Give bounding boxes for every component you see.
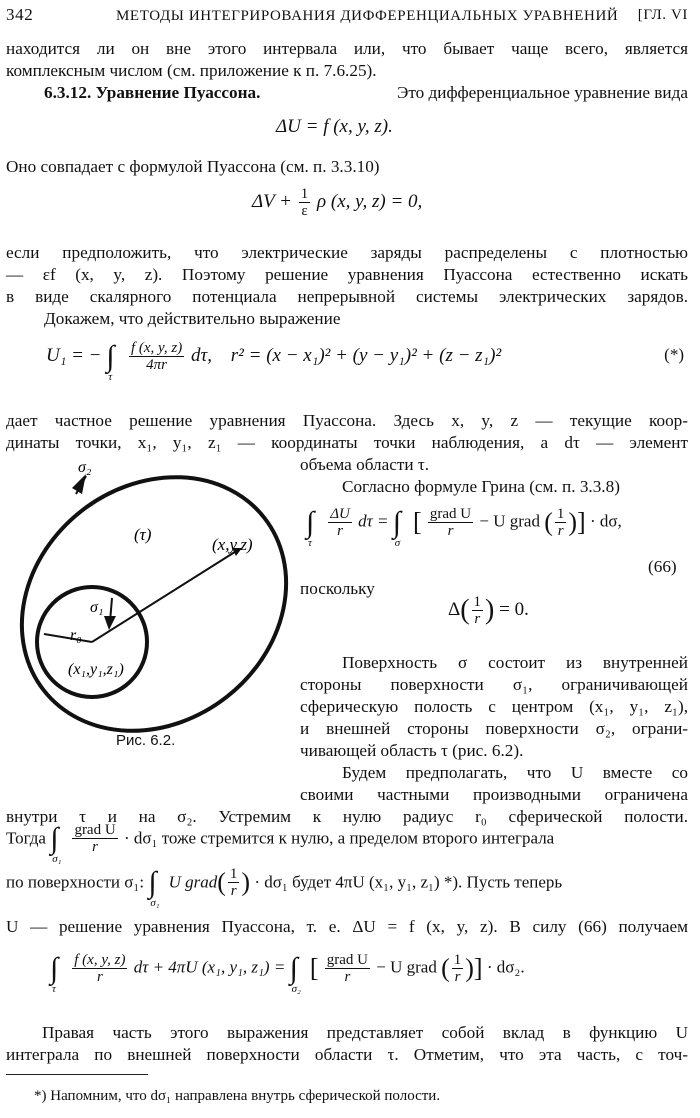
equation-text: r² = (x − x₁)² + (y − y₁)² + (z − z₁)² (230, 344, 502, 366)
fraction (129, 340, 184, 373)
equation-text: − U grad (479, 511, 540, 531)
label-sigma1: σ₁ (90, 599, 104, 616)
denominator: r (337, 523, 343, 539)
running-header (6, 4, 688, 26)
text-line: и внешней стороны поверхности σ₂, ограни- (300, 719, 688, 738)
text-line: своими частными производными ограничена (300, 785, 688, 804)
numerator: 1 (229, 866, 238, 882)
denominator: r (454, 969, 461, 985)
figure-caption: Рис. 6.2. (116, 732, 176, 749)
text-line: поскольку (300, 579, 375, 598)
equation-result: ∫ τ $\frac{f (x, y, z)}{r}$ dτ + 4πU (x₁, y₁, z₁) = ∫ σ₂ [ $\frac{\text{grad U}}{r}$ − U grad ( $\frac{1}{r}$ )] · dσ₂. (50, 951, 525, 995)
fraction (555, 506, 567, 539)
text-line: Согласно формуле Грина (см. п. 3.3.8) (342, 477, 620, 496)
fraction (299, 186, 311, 219)
integral-sign: ∫ τ (50, 951, 59, 995)
text-line: — εf (x, y, z). Поэтому решение уравнения Пуассона естественно искать (6, 265, 688, 284)
text-line: Поверхность σ состоит из внутренней (342, 653, 688, 672)
fraction (452, 952, 464, 985)
denominator: r (447, 523, 454, 539)
integral-domain: σ₁ (52, 852, 62, 865)
running-title: МЕТОДЫ ИНТЕГРИРОВАНИЯ ДИФФЕРЕНЦИАЛЬНЫХ УРАВНЕНИЙ (116, 8, 619, 24)
fraction (328, 506, 352, 539)
numerator: 1 (300, 186, 309, 202)
integral-domain: σ₂ (291, 982, 301, 995)
equation-text: · dσ₂. (486, 957, 525, 977)
text-line: Правая часть этого выражения представляет собой вклад в функцию U (42, 1023, 688, 1042)
integral-sign: ∫ σ₁ (50, 821, 62, 865)
label-sigma2: σ₂ (78, 464, 92, 476)
text-line-with-integral: по поверхности σ₁: ∫ σ₁ U grad( $\frac{1}{r}$ ) · dσ₁ будет 4πU (x₁, y₁, z₁) *). Пусть теперь (6, 865, 563, 909)
fraction (325, 952, 370, 985)
label-center: (x₁,y₁,z₁) (68, 661, 124, 678)
equation-poisson-formula (252, 186, 422, 219)
equation-laplace: Δ( $\frac{1}{r}$ ) = 0. (448, 594, 529, 627)
equation-poisson (276, 116, 393, 138)
denominator: r (96, 969, 103, 985)
denominator: 4πr (146, 357, 168, 373)
integral-domain: τ (52, 982, 56, 995)
text-line: динаты точки, x₁, y₁, z₁ — координаты точки наблюдения, а dτ — элемент (6, 433, 688, 452)
integral-domain: σ₁ (150, 896, 160, 909)
text-line: сферическую полость с центром (x₁, y₁, z₁), (300, 697, 688, 716)
label-r0: r₀ (70, 627, 82, 644)
numerator: f (x, y, z) (130, 340, 183, 356)
equation-text: ΔV + (252, 190, 292, 212)
equation-text: dτ, (190, 344, 213, 366)
section-title: 6.3.12. Уравнение Пуассона. (44, 83, 261, 102)
numerator: f (x, y, z) (74, 952, 126, 968)
section-heading-line (44, 82, 688, 104)
equation-text: Δ (448, 598, 461, 620)
equation-tag: (66) (648, 557, 677, 576)
footnote-rule (6, 1074, 148, 1075)
numerator: grad U (326, 952, 368, 968)
text-fragment: · dσ₁ будет 4πU (x₁, y₁, z₁) *). Пусть теперь (254, 872, 563, 892)
numerator: grad U (74, 822, 116, 838)
text-line: если предположить, что электрические заряды распределены с плотностью (6, 243, 688, 262)
fraction (72, 952, 127, 985)
integral-sign: ∫ σ₁ (148, 865, 160, 909)
equation-text: dτ = (358, 511, 389, 531)
label-point: (x,y,z) (212, 535, 253, 554)
radius-to-point (92, 550, 238, 642)
numerator: 1 (556, 506, 565, 522)
arrowhead-outer (72, 474, 86, 494)
integral-domain: τ (108, 370, 113, 383)
integral-sign: ∫ σ₂ (289, 951, 301, 995)
equation-text: dτ + 4πU (x₁, y₁, z₁) = (133, 957, 286, 977)
text-line: Оно совпадает с формулой Пуассона (см. п. 3.3.10) (6, 157, 380, 176)
label-tau: (τ) (134, 525, 152, 544)
text-line-with-integral (6, 821, 688, 865)
integral-domain: σ (394, 536, 401, 549)
text-line: Докажем, что действительно выражение (44, 309, 341, 328)
equation-text: ρ (x, y, z) = 0, (317, 190, 423, 212)
text-fragment: Тогда (6, 828, 46, 848)
equation-text: · dσ, (589, 511, 622, 531)
text-fragment: U grad (168, 872, 218, 892)
denominator: r (230, 883, 237, 899)
text-line: чивающей область τ (рис. 6.2). (300, 741, 524, 760)
denominator: r (344, 969, 351, 985)
denominator: r (92, 839, 98, 855)
footnote: *) Напомним, что dσ₁ направлена внутрь сферической полости. (34, 1088, 441, 1104)
page-number: 342 (6, 5, 34, 24)
numerator: 1 (473, 594, 482, 610)
text-line: стороны поверхности σ₁, ограничивающей (300, 675, 688, 694)
text-line: интеграла по внешней поверхности области τ. Отметим, что эта часть, с точ- (6, 1045, 688, 1064)
denominator: r (557, 523, 564, 539)
equation-green: ∫ τ $\frac{\Delta U}{r}$ dτ = ∫ σ [ $\frac{\text{grad U}}{r}$ − U grad ( $\frac{1}{r}$ )] · dσ, (306, 505, 622, 549)
radius-r0 (44, 634, 92, 642)
text-line: U — решение уравнения Пуассона, т. е. ΔU = f (x, y, z). В силу (66) получаем (6, 917, 688, 936)
text-line: Это дифференциальное уравнение вида (397, 83, 688, 102)
denominator: r (474, 611, 481, 627)
integral-sign: ∫ σ (392, 505, 401, 549)
equation-tag: (*) (664, 345, 684, 364)
fraction (428, 506, 473, 539)
text-fragment: по поверхности σ₁: (6, 872, 145, 892)
book-page (6, 0, 688, 1118)
text-line: дает частное решение уравнения Пуассона. Здесь x, y, z — текущие коор- (6, 411, 688, 430)
text-line: в виде скалярного потенциала непрерывной системы электрических зарядов. (6, 287, 688, 306)
text-line: внутри τ и на σ₂. Устремим к нулю радиус r₀ сферической полости. (6, 807, 688, 826)
text-line: находится ли он вне этого интервала или, что бывает чаще всего, является (6, 39, 688, 58)
equation-text: = 0. (499, 598, 529, 620)
integral-sign: ∫ τ (106, 339, 115, 383)
integral-sign: ∫ τ (306, 505, 315, 549)
numerator: grad U (429, 506, 472, 522)
fraction (472, 594, 484, 627)
equation-text: U₁ = − (46, 344, 102, 366)
text-fragment: · dσ₁ тоже стремится к нулю, а пределом второго интеграла (123, 828, 555, 848)
equation-text: ΔU = f (x, y, z). (276, 116, 393, 137)
fraction (72, 822, 117, 855)
text-line: комплексным числом (см. приложение к п. 7.6.25). (6, 61, 377, 80)
text-line: объема области τ. (300, 455, 430, 474)
fraction (228, 866, 240, 899)
figure-6-2 (6, 464, 302, 746)
integral-domain: τ (308, 536, 312, 549)
numerator: ΔU (330, 506, 350, 522)
denominator: ε (301, 203, 308, 219)
text-line: Будем предполагать, что U вместе со (342, 763, 688, 782)
numerator: 1 (453, 952, 462, 968)
equation-solution (46, 339, 688, 383)
chapter-label: [ГЛ. VI (637, 7, 688, 23)
equation-text: − U grad (376, 957, 437, 977)
